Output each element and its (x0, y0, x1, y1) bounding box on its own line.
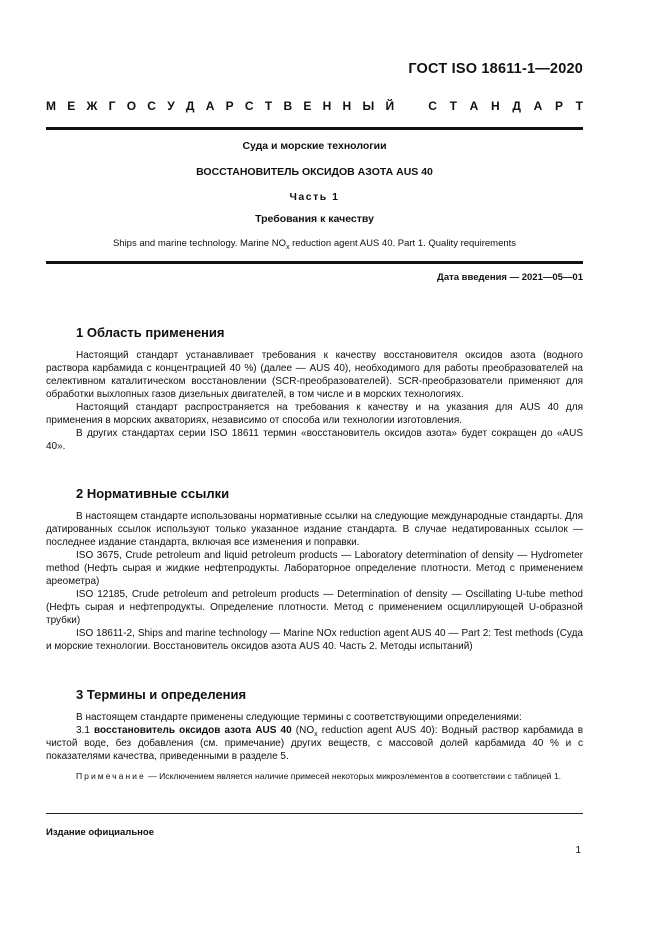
banner-letter: Р (554, 99, 563, 113)
term-3-1 (46, 724, 583, 763)
note-label: Примечание (76, 771, 146, 781)
banner-letter: С (428, 99, 437, 113)
section-1-paragraph: Настоящий стандарт распространяется на требования к качеству и на указания для AUS 40 для применения в морских акваториях, независимо от способа или технологии изготовления. (46, 402, 583, 426)
banner-letter: Е (67, 99, 76, 113)
banner-letter: А (469, 99, 479, 113)
banner-letter: Н (342, 99, 352, 113)
reference-iso-12185: ISO 12185, Crude petroleum and petroleum products — Determination of density — Oscillating U-tube method (Нефть сырая и нефтепродукты. Определение плотности. Метод с применением осциллирующей U-образной трубки) (46, 589, 583, 626)
section-1-paragraph: Настоящий стандарт устанавливает требования к качеству восстановителя оксидов азота (водного раствора карбамида с концентрацией 40 %) (далее — AUS 40), необходимого для работы преобразователей на селективном каталитическом восстановлении (SCR-преобразователей). SCR-преобразователи применяют для обработки выхлопных газов дизельных двигателей, в том числе и в морских технологиях. (46, 350, 583, 400)
page-number: 1 (575, 845, 581, 856)
banner-letter: Т (449, 99, 457, 113)
banner-letter: Н (490, 99, 500, 113)
section-2-body (46, 510, 583, 653)
english-title (46, 238, 583, 249)
banner-letter: Д (185, 99, 195, 113)
banner-letter: О (126, 99, 137, 113)
document-subject: Суда и морские технологии (242, 140, 387, 152)
section-2-paragraph: В настоящем стандарте использованы нормативные ссылки на следующие международные стандарты. Для датированных ссылок используют только указанное издание стандарта. В случае недатированных ссылок — последнее издание стандарта, включая все изменения и поправки. (46, 511, 583, 548)
banner-word (46, 99, 394, 113)
header-rule (46, 127, 583, 130)
section-3-body (46, 711, 583, 763)
banner-letter: Н (322, 99, 332, 113)
banner-letter: Ы (362, 99, 375, 113)
part-title: Требования к качеству (255, 213, 374, 225)
note-text: — Исключением является наличие примесей некоторых микроэлементов в соответствии с таблицей 1. (145, 771, 562, 781)
banner-letter: А (533, 99, 543, 113)
reference-iso-3675: ISO 3675, Crude petroleum and liquid petroleum products — Laboratory determination of density — Hydrometer method (Нефть сырая и жидкие нефтепродукты. Лабораторное определение плотности. Метод с применением ареометра) (46, 550, 583, 587)
part-number: Часть 1 (289, 191, 340, 203)
official-edition-label: Издание официальное (46, 827, 154, 838)
standard-type-banner (46, 99, 583, 113)
banner-letter: М (46, 99, 56, 113)
banner-letter: Е (303, 99, 312, 113)
introduction-date: Дата введения — 2021—05—01 (437, 272, 583, 283)
section-2-heading: 2 Нормативные ссылки (76, 486, 230, 501)
term-definition: reduction agent AUS 40): Водный раствор карбамида в чистой воде, без добавления (см. примечание) других веществ, с массовой долей карбамида 40 % и с показателями качества, приведенными в разделе 5. (46, 725, 584, 762)
banner-letter: Й (385, 99, 395, 113)
footer-rule (46, 813, 583, 814)
reference-iso-18611-2: ISO 18611-2, Ships and marine technology — Marine NOx reduction agent AUS 40 — Part 2: Test methods (Суда и морские технологии. Восстановитель оксидов азота AUS 40. Часть 2. Методы испытаний) (46, 628, 583, 652)
banner-word (428, 99, 583, 113)
title-rule (46, 261, 583, 264)
english-title-text-2: reduction agent AUS 40. Part 1. Quality requirements (289, 238, 517, 249)
banner-letter: Т (264, 99, 273, 113)
banner-letter: Т (575, 99, 583, 113)
banner-letter: Р (225, 99, 234, 113)
banner-letter: Д (512, 99, 521, 113)
banner-letter: С (147, 99, 156, 113)
document-title: ВОССТАНОВИТЕЛЬ ОКСИДОВ АЗОТА AUS 40 (196, 166, 433, 178)
term-english-1: (NO (291, 725, 315, 736)
banner-letter: С (244, 99, 254, 113)
section-1-paragraph: В других стандартах серии ISO 18611 термин «восстановитель оксидов азота» будет сокращен до «AUS 40». (46, 428, 583, 452)
section-1-heading: 1 Область применения (76, 325, 225, 340)
english-title-text-1: Ships and marine technology. Marine NO (112, 238, 286, 249)
banner-letter: А (205, 99, 215, 113)
section-1-body (46, 349, 583, 453)
english-title-subscript: x (285, 243, 290, 251)
banner-letter: У (167, 99, 175, 113)
section-3-heading: 3 Термины и определения (76, 687, 247, 702)
term-note (46, 770, 583, 782)
term-number: 3.1 (76, 725, 95, 736)
banner-letter: Г (108, 99, 116, 113)
term-english-subscript: x (314, 731, 318, 738)
banner-letter: Ж (86, 99, 98, 113)
section-3-intro: В настоящем стандарте применены следующие термины с соответствующими определениями: (76, 712, 522, 723)
term-name: восстановитель оксидов азота AUS 40 (94, 725, 292, 736)
document-code: ГОСТ ISO 18611-1—2020 (408, 61, 583, 77)
banner-letter: В (283, 99, 293, 113)
